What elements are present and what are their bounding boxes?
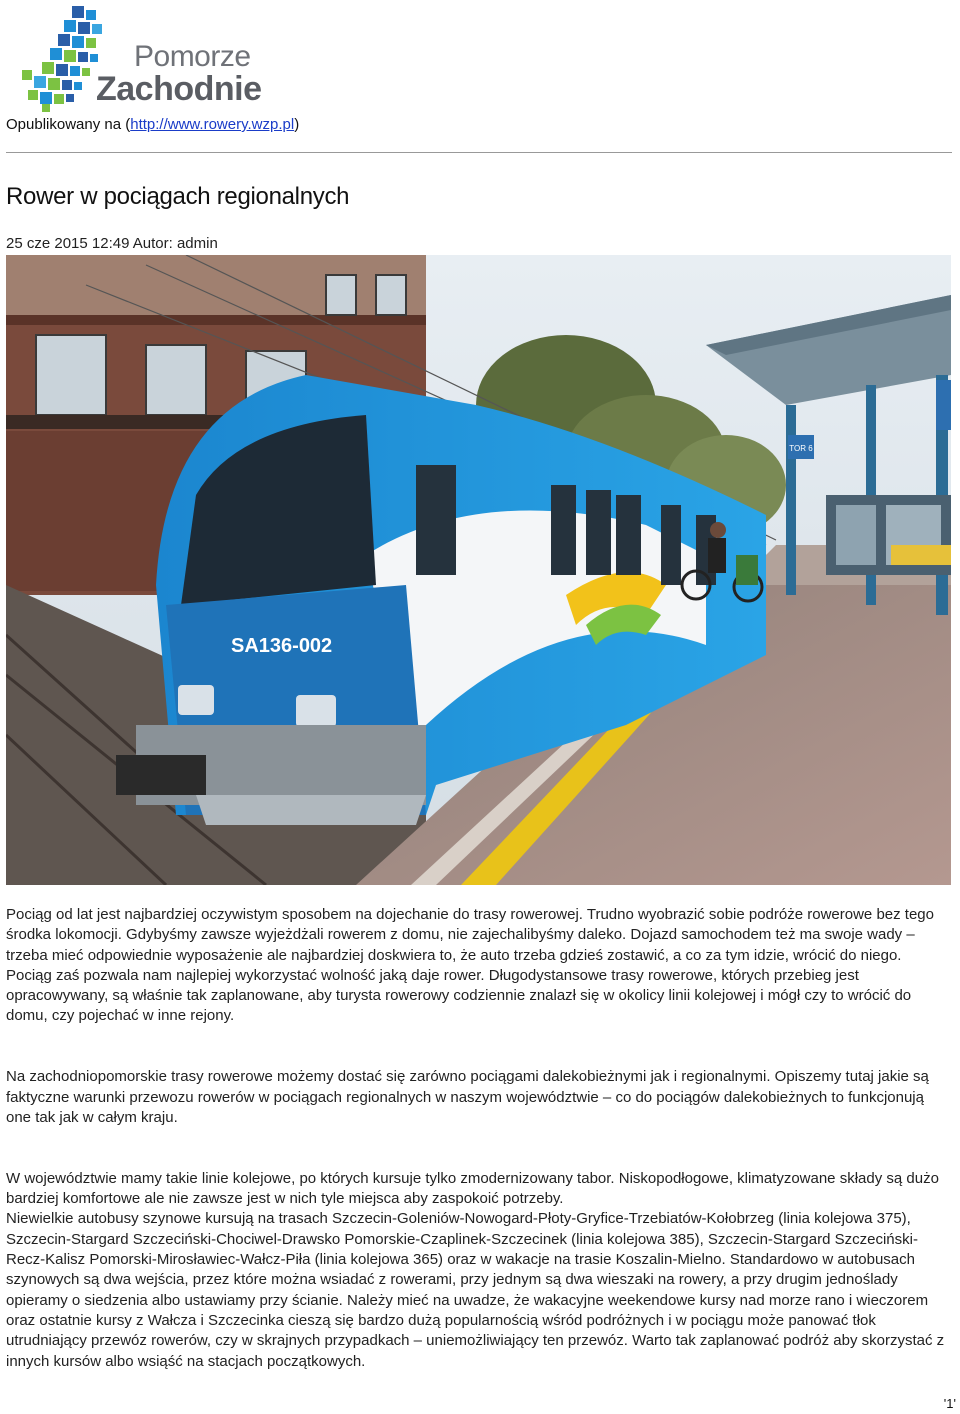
article-paragraph: Niewielkie autobusy szynowe kursują na trasach Szczecin-Goleniów-Nowogard-Płoty-Gryfice-Trzebiatów-Kołobrzeg (linia kolejowa 375), Szczecin-Stargard Szczeciński-Chociwel-Drawsko Pomorskie-Czaplinek-Szczecinek (linia kolejowa 385), Szczecin-Stargard Szczeciński-Recz-Kalisz Pomorski-Mirosławiec-Wałcz-Piła (linia kolejowa 365) oraz w wakacje na trasie Koszalin-Mielno. Standardowo w autobusach szynowych są dwa wejścia, przez które można wsiadać z rowerami, przy jednym są dwa wieszaki na rowery, a przy drugim jednoślady opieramy o siedzenia albo ustawiamy przy ścianie. Należy mieć na uwadze, że wakacyjne weekendowe kursy nad morze rano i wieczorem oraz ostatnie kursy z Wałcza i Szczecinka cieszą się bardzo dużą popularnością wśród podróżnych i w pociągu może panować tłok utrudniający przewóz rowerów, czy w skrajnych przypadkach – uniemożliwiający ten przewóz. Warto tak zaplanować podróż aby skorzystać z innych kursów albo wsiąść na stacjach początkowych. xyxy=(6,1210,945,1370)
published-suffix: ) xyxy=(294,116,300,133)
article-paragraph: Pociąg od lat jest najbardziej oczywistym sposobem na dojechanie do trasy rowerowej. Trudno wyobrazić sobie podróże rowerowe bez tego środka lokomocji. Gdybyśmy zawsze wyjeżdżali rowerem z domu, nie zajechalibyśmy daleko. Dojazd samochodem też ma swoje wady – trzeba mieć odpowiednie wyposażenie ale najbardziej doskwiera to, że auto trzeba gdzieś zostawić, a co za tym idzie, wrócić do niego. Pociąg zaś pozwala nam najlepiej wykorzystać wolność jaką daje rower. Długodystansowe trasy rowerowe, których przebieg jest opracowywany, są właśnie tak zaplanowane, aby turysta rowerowy codziennie znalazł się w okolicy linii kolejowej i mógł czy to wrócić do domu, czy pojechać w inne rejony. xyxy=(6,906,934,1025)
article-paragraph: W województwie mamy takie linie kolejowe, po których kursuje tylko zmodernizowany tabor. Niskopodłogowe, klimatyzowane składy są dużo bardziej komfortowe ale nie zawsze jest w nich tyle miejsca aby zaspokoić potrzeby. xyxy=(6,1169,939,1208)
source-link[interactable]: http://www.rowery.wzp.pl xyxy=(130,116,295,133)
article-paragraph: Na zachodniopomorskie trasy rowerowe możemy dostać się zarówno pociągami dalekobieżnymi jak i regionalnymi. Opiszemy tutaj jakie są faktyczne warunki przewozu rowerów w pociągach regionalnych w naszym województwie – co do pociągów dalekobieżnych to funkcjonują one tak jak w całym kraju. xyxy=(6,1068,929,1126)
tor-sign-label: TOR 6 xyxy=(789,444,813,453)
article-body xyxy=(6,905,946,1372)
article-meta: 25 cze 2015 12:49 Autor: admin xyxy=(6,235,218,252)
train-number-label: SA136-002 xyxy=(231,635,333,657)
logo-text-pomorze: Pomorze xyxy=(134,40,251,73)
article-title: Rower w pociągach regionalnych xyxy=(6,183,350,210)
page-number: '1' xyxy=(943,1396,956,1411)
site-logo[interactable] xyxy=(18,4,268,112)
logo-text-zachodnie: Zachodnie xyxy=(96,70,262,108)
header-divider xyxy=(6,152,952,153)
published-line xyxy=(6,116,299,133)
published-prefix: Opublikowany na ( xyxy=(6,116,131,133)
train-photo-illustration xyxy=(6,255,951,885)
article-photo xyxy=(6,255,951,885)
